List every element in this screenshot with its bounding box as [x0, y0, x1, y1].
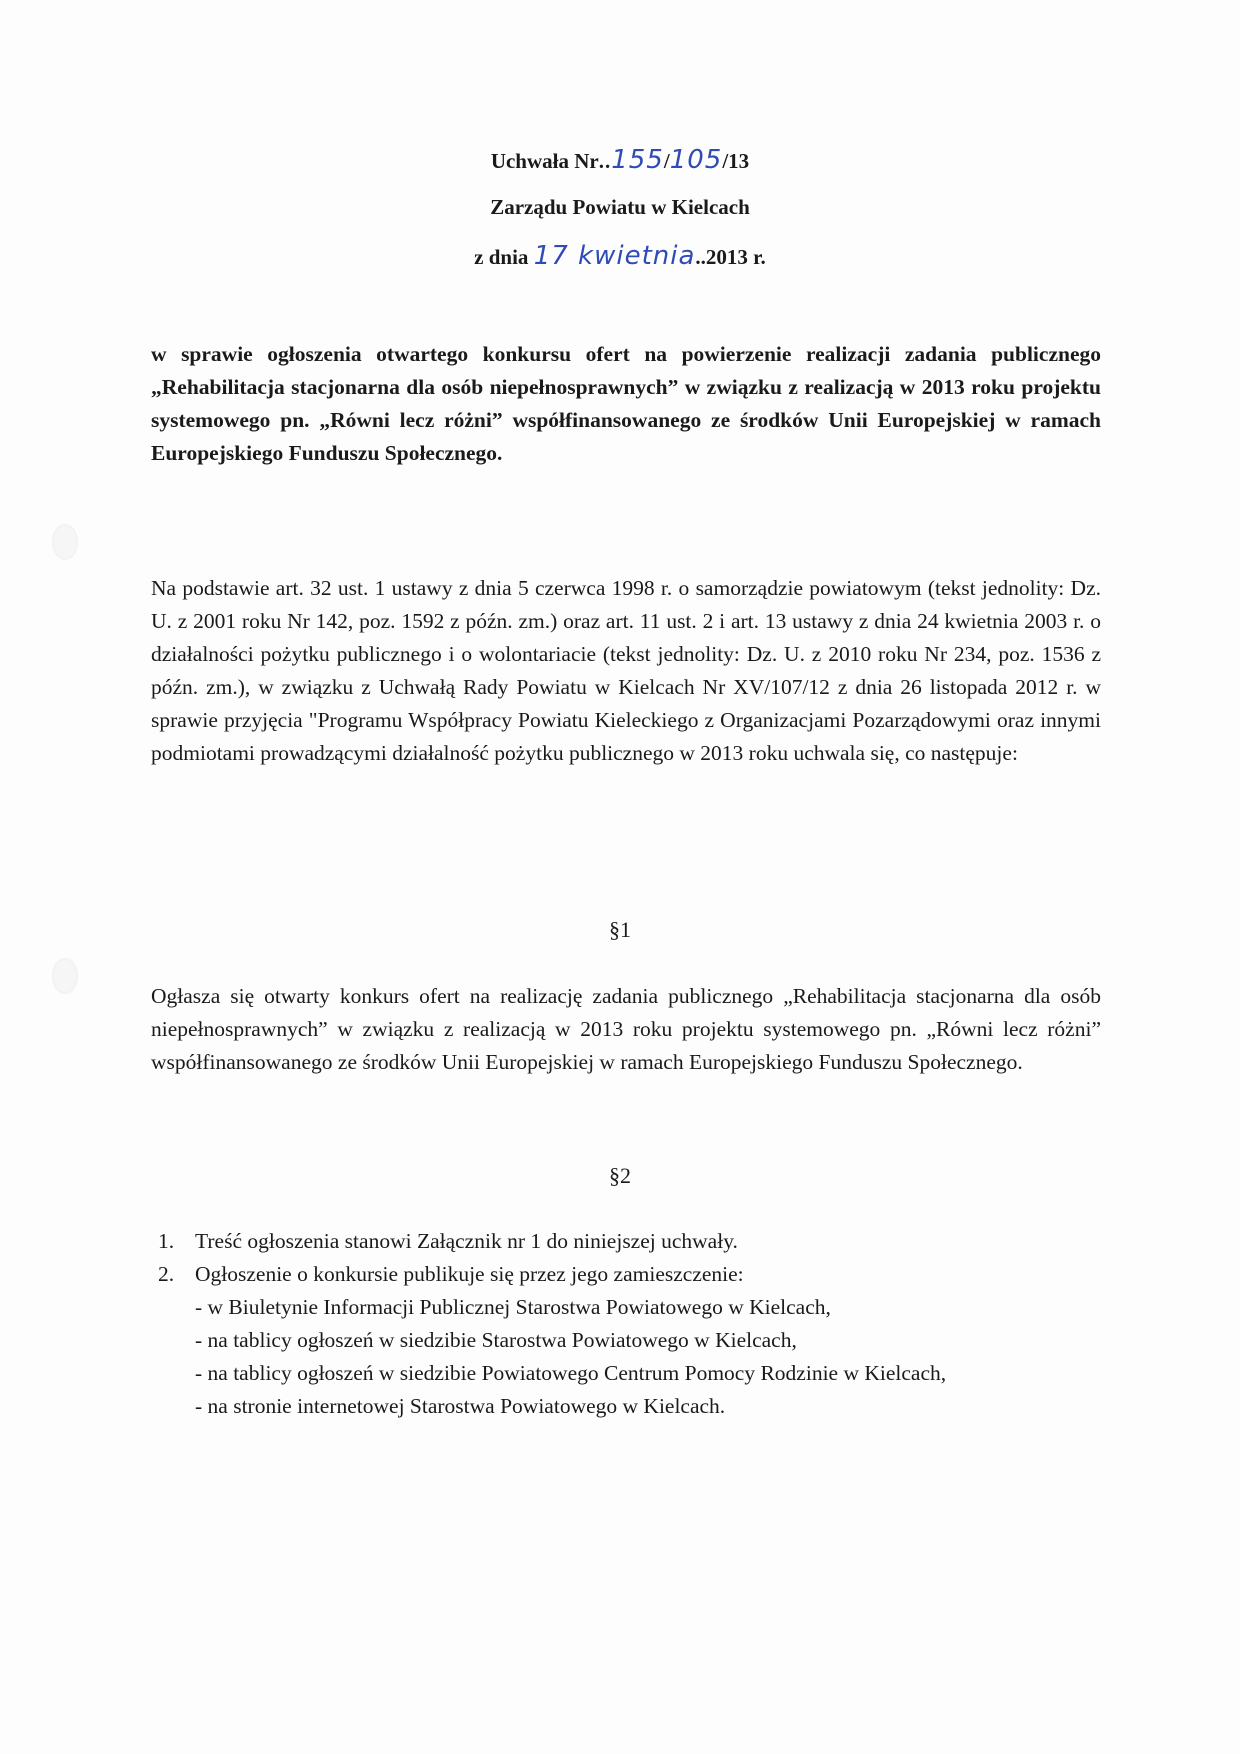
handwritten-number: 155 — [611, 145, 664, 175]
resolution-subject: w sprawie ogłoszenia otwartego konkursu ofert na powierzenie realizacji zadania publicznego „Rehabilitacja stacjonarna dla osób niepełnosprawnych” w związku z realizacją w 2013 roku projektu systemowego pn. „Równi lecz różni” współfinansowanego ze środków Unii Europejskiej w ramach Europejskiego Funduszu Społecznego. — [151, 342, 1101, 465]
punch-hole-mark — [52, 958, 78, 994]
sublist-item: - na tablicy ogłoszeń w siedzibie Powiatowego Centrum Pomocy Rodzinie w Kielcach, — [195, 1361, 947, 1385]
resolution-date — [0, 241, 1240, 271]
handwritten-date: 17 kwietnia — [533, 241, 696, 271]
resolution-number-suffix: /13 — [722, 149, 750, 173]
section-2-heading: §2 — [609, 1163, 631, 1188]
list-item-number: 2. — [158, 1262, 175, 1286]
section-1-heading: §1 — [609, 917, 631, 942]
list-item — [151, 1225, 1101, 1258]
list-item-text: Ogłoszenie o konkursie publikuje się przez jego zamieszczenie: — [195, 1262, 744, 1286]
sublist-item: - w Biuletynie Informacji Publicznej Starostwa Powiatowego w Kielcach, — [195, 1295, 831, 1319]
date-prefix: z dnia — [474, 245, 534, 269]
list-item — [151, 1258, 1101, 1423]
list-item-number: 1. — [158, 1229, 175, 1253]
date-suffix: ..2013 r. — [695, 245, 766, 269]
publication-channels-list — [195, 1291, 1101, 1423]
section-2-list — [151, 1225, 1101, 1423]
punch-hole-mark — [52, 524, 78, 560]
resolution-number: Uchwała Nr..155/105/13 — [490, 145, 750, 175]
number-separator: / — [663, 149, 670, 173]
sublist-item: - na stronie internetowej Starostwa Powiatowego w Kielcach. — [195, 1394, 726, 1418]
handwritten-number: 105 — [669, 145, 723, 175]
legal-basis-paragraph: Na podstawie art. 32 ust. 1 ustawy z dnia 5 czerwca 1998 r. o samorządzie powiatowym (tekst jednolity: Dz. U. z 2001 roku Nr 142, poz. 1592 z późn. zm.) oraz art. 11 ust. 2 i art. 13 ustawy z dnia 24 kwietnia 2003 r. o działalności pożytku publicznego i o wolontariacie (tekst jednolity: Dz. U. z 2010 roku Nr 234, poz. 1536 z późn. zm.), w związku z Uchwałą Rady Powiatu w Kielcach Nr XV/107/12 z dnia 26 listopada 2012 r. w sprawie przyjęcia "Programu Współpracy Powiatu Kieleckiego z Organizacjami Pozarządowymi oraz innymi podmiotami prowadzącymi działalność pożytku publicznego w 2013 roku uchwala się, co następuje: — [151, 576, 1101, 765]
sublist-item: - na tablicy ogłoszeń w siedzibie Starostwa Powiatowego w Kielcach, — [195, 1328, 797, 1352]
issuing-body: Zarządu Powiatu w Kielcach — [490, 195, 750, 219]
list-item-text: Treść ogłoszenia stanowi Załącznik nr 1 do niniejszej uchwały. — [195, 1229, 738, 1253]
resolution-number-prefix: Uchwała Nr — [490, 149, 599, 173]
section-1-text: Ogłasza się otwarty konkurs ofert na realizację zadania publicznego „Rehabilitacja stacjonarna dla osób niepełnosprawnych” w związku z realizacją w 2013 roku projektu systemowego pn. „Równi lecz różni” współfinansowanego ze środków Unii Europejskiej w ramach Europejskiego Funduszu Społecznego. — [151, 984, 1101, 1074]
